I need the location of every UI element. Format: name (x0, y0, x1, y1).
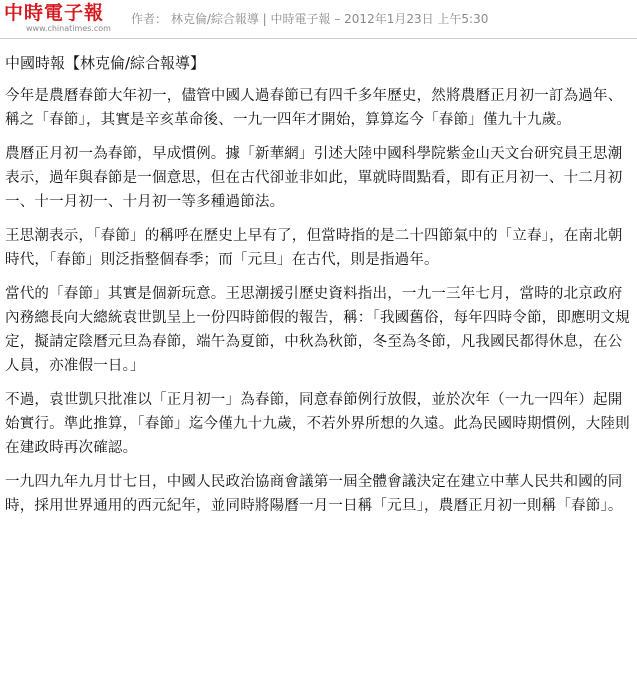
paragraph: 一九四九年九月廿七日，中國人民政治協商會議第一屆全體會議決定在建立中華人民共和國的同時，採用世界通用的西元紀年，並同時將陽曆一月一日稱「元旦」，農曆正月初一則稱「春節」。 (5, 474, 623, 514)
paragraph: 不過，袁世凱只批准以「正月初一」為春節，同意春節例行放假，並於次年（一九一四年）起開始實行。準此推算，「春節」迄今僅九十九歲，不若外界所想的久遠。此為民國時期慣例，大陸則在建政時再次確認。 (5, 392, 630, 456)
article-body (5, 52, 632, 528)
paragraph: 今年是農曆春節大年初一，儘管中國人過春節已有四千多年歷史，然將農曆正月初一訂為過年、稱之「春節」，其實是辛亥革命後、一九一四年才開始，算算迄今「春節」僅九十九歲。 (5, 88, 623, 128)
logo-text: 中時電子報 (4, 2, 105, 24)
header-divider (0, 38, 637, 39)
site-logo[interactable] (4, 2, 124, 34)
source-line: 中國時報【林克倫/綜合報導】 (5, 54, 206, 72)
article-header (0, 0, 637, 38)
logo-subtext: www.chinatimes.com (26, 24, 111, 33)
article-byline: 作者： 林克倫/綜合報導 | 中時電子報 – 2012年1月23日 上午5:30 (131, 12, 489, 26)
paragraph: 當代的「春節」其實是個新玩意。王思潮援引歷史資料指出，一九一三年七月，當時的北京政府內務總長向大總統袁世凱呈上一份四時節假的報告，稱：「我國舊俗，每年四時令節，即應明文規定，擬請定陰曆元旦為春節，端午為夏節，中秋為秋節，冬至為冬節，凡我國民都得休息，在公人員，亦准假一日。」 (5, 286, 630, 374)
paragraph: 王思潮表示，「春節」的稱呼在歷史上早有了，但當時指的是二十四節氣中的「立春」，在南北朝時代，「春節」則泛指整個春季；而「元旦」在古代，則是指過年。 (5, 228, 623, 268)
paragraph: 農曆正月初一為春節，早成慣例。據「新華網」引述大陸中國科學院紫金山天文台研究員王思潮表示，過年與春節是一個意思，但在古代卻並非如此，單就時間點看，即有正月初一、十二月初一、十一月初一、十月初一等多種過節法。 (5, 146, 623, 210)
